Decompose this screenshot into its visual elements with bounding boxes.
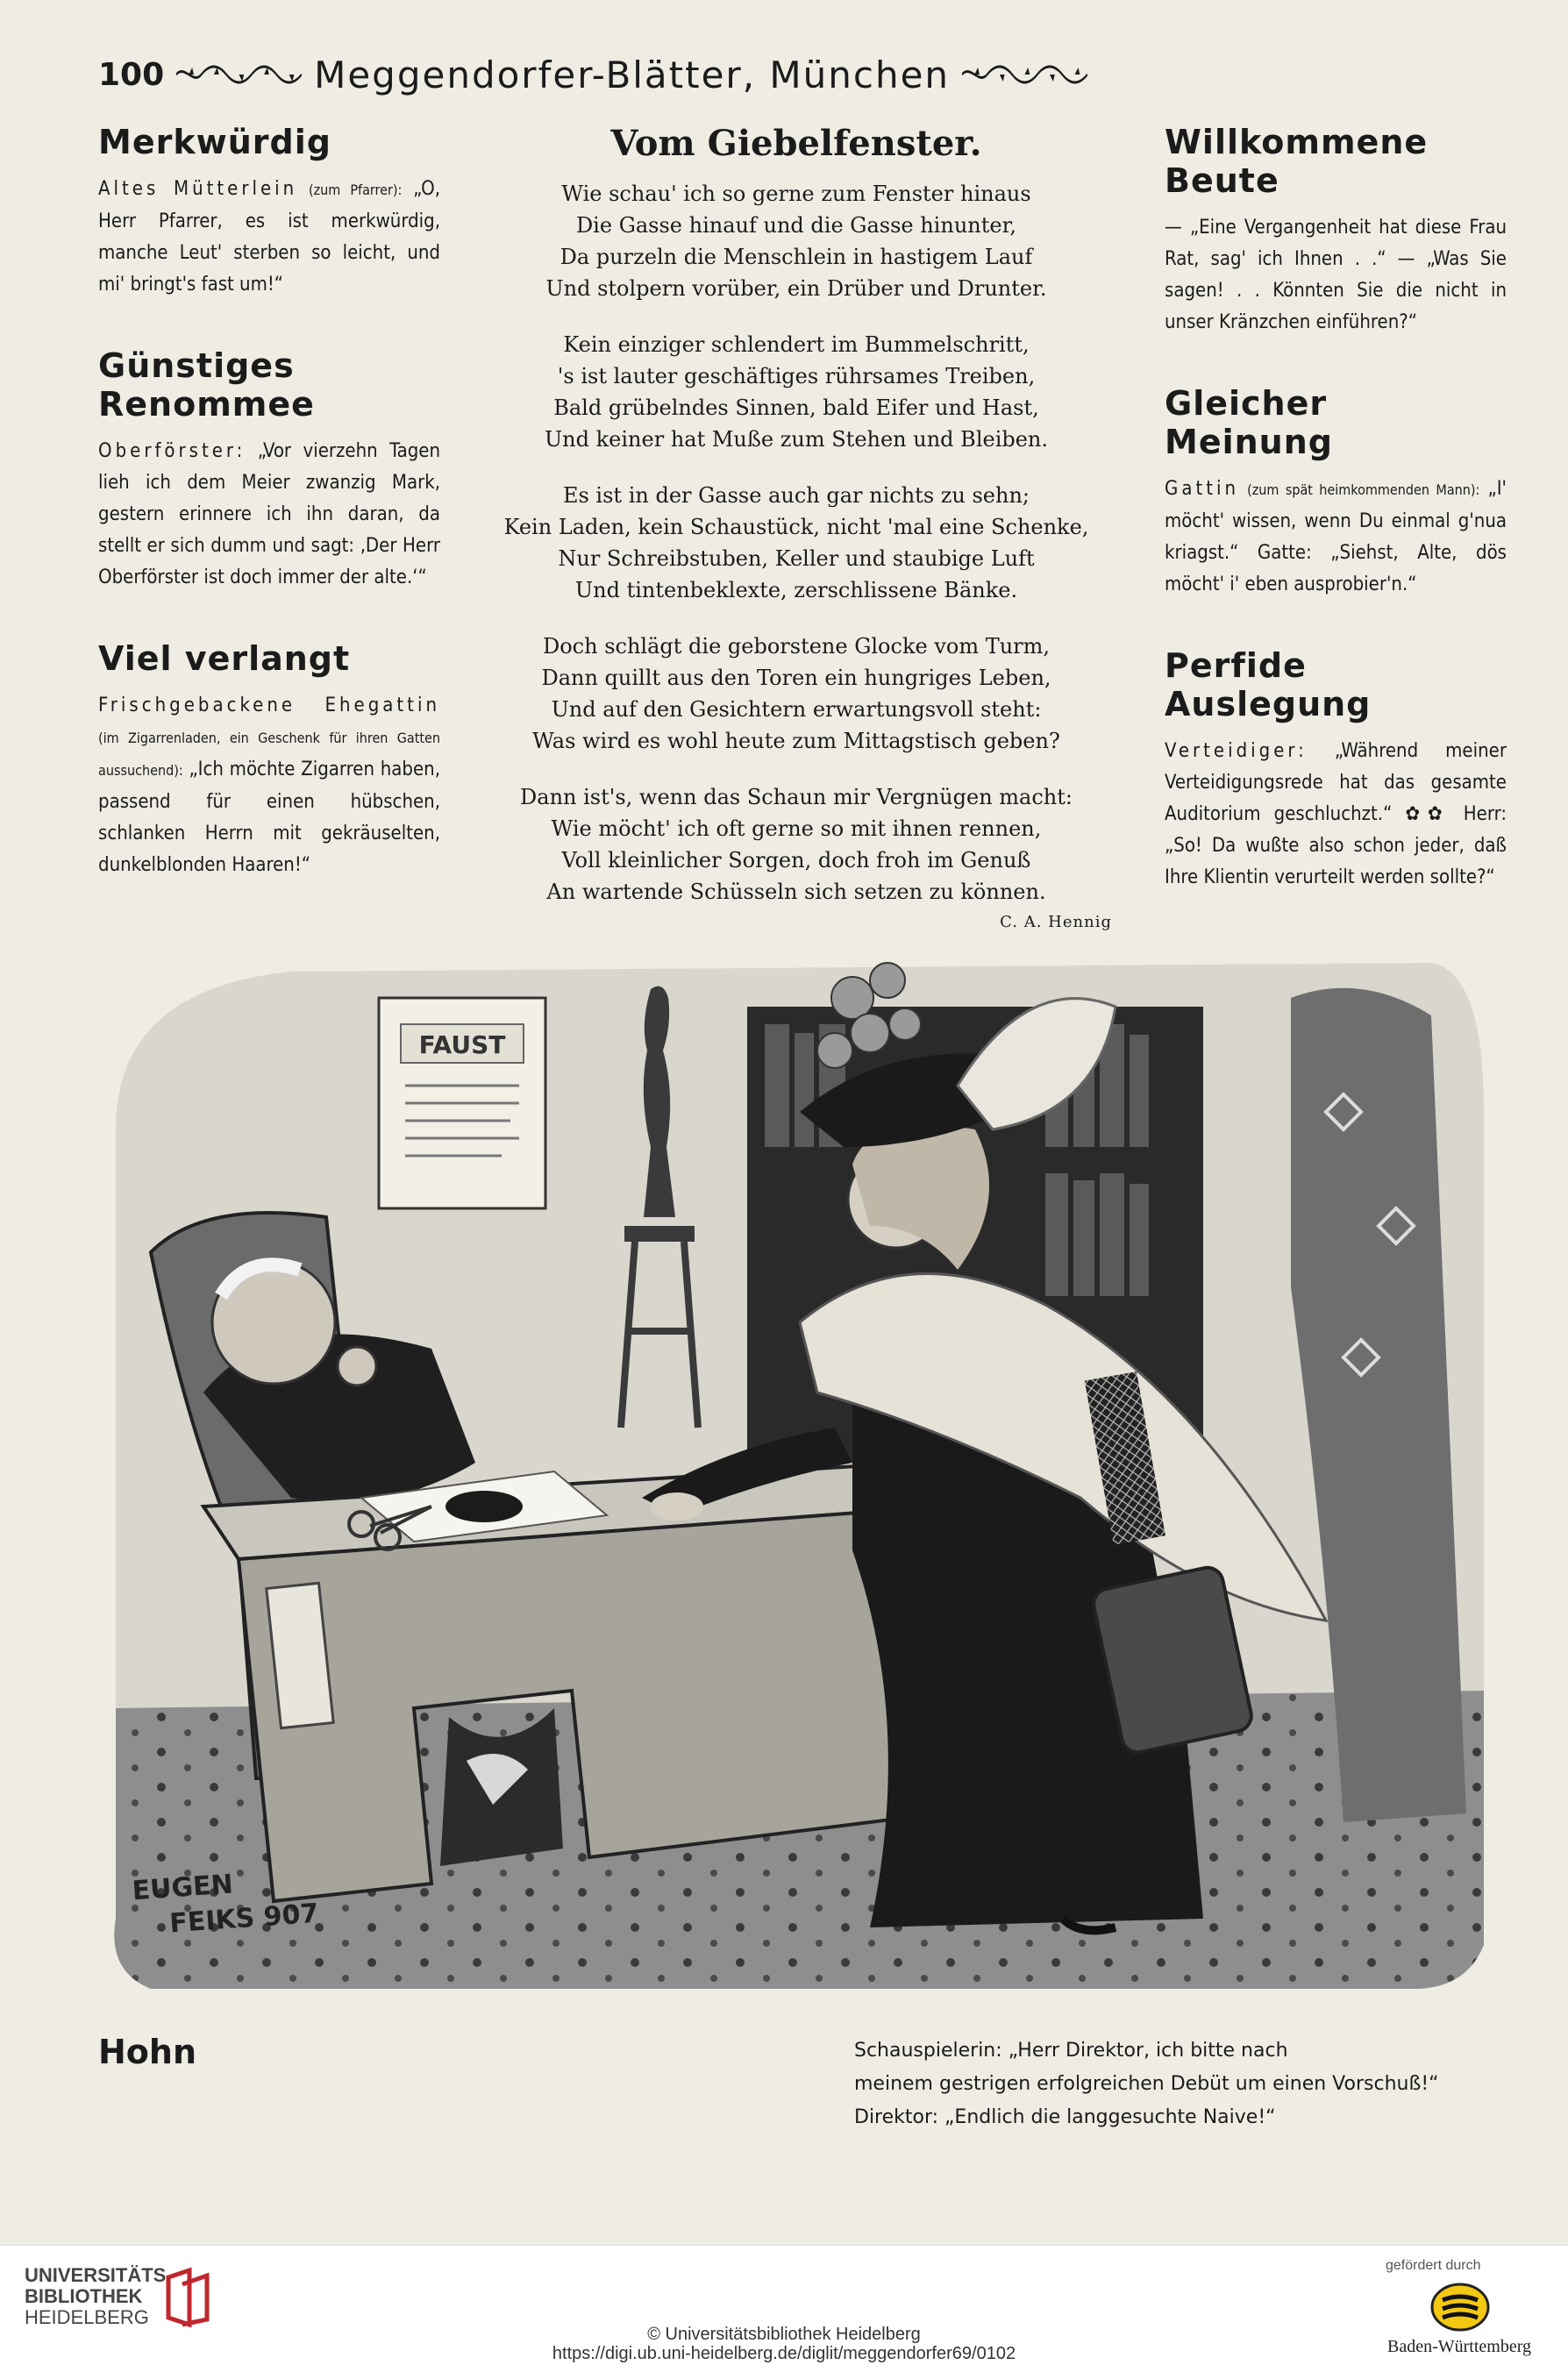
stage-direction: (zum spät heimkommenden Mann): bbox=[1247, 481, 1480, 498]
poem-stanza bbox=[481, 781, 1112, 908]
speaker: Oberförster: bbox=[98, 440, 246, 462]
poem-line: Nur Schreibstuben, Keller und staubige Luft bbox=[558, 546, 1035, 571]
speaker: Gattin bbox=[1165, 478, 1240, 500]
poem-line: Da purzeln die Menschlein in hastigem Lauf bbox=[559, 245, 1033, 269]
logo-line: UNIVERSITÄTS- bbox=[25, 2264, 173, 2286]
poem-line: Voll kleinlicher Sorgen, doch froh im Genuß bbox=[561, 848, 1031, 873]
speaker: Verteidiger: bbox=[1165, 740, 1308, 762]
story-perfide-auslegung bbox=[1165, 646, 1507, 894]
story-merkwuerdig bbox=[98, 123, 440, 301]
sponsor-label: gefördert durch bbox=[1386, 2258, 1481, 2273]
poem-line: Und auf den Gesichtern erwartungsvoll steht: bbox=[551, 697, 1042, 722]
stage-direction: (im Zigarrenladen, ein Geschenk für ihren Gatten aussuchend): bbox=[98, 730, 440, 779]
logo-line: BIBLIOTHEK bbox=[25, 2285, 143, 2307]
poem-line: Dann quillt aus den Toren ein hungriges Leben, bbox=[541, 666, 1051, 690]
poem-stanza bbox=[481, 178, 1112, 304]
logo-line: HEIDELBERG bbox=[25, 2306, 149, 2328]
poem-line: Und keiner hat Muße zum Stehen und Bleiben. bbox=[544, 427, 1049, 452]
story-text bbox=[1165, 474, 1507, 601]
poem-column bbox=[481, 123, 1112, 931]
speaker: Frischgebackene Ehegattin bbox=[98, 695, 440, 716]
vine-ornament-right bbox=[962, 62, 1087, 87]
story-text bbox=[1165, 736, 1507, 894]
poem-line: Bald grübelndes Sinnen, bald Eifer und Hast, bbox=[553, 395, 1039, 420]
poem-line: Kein Laden, kein Schaustück, nicht 'mal eine Schenke, bbox=[503, 515, 1089, 539]
library-logo-text[interactable] bbox=[25, 2265, 173, 2328]
poem-line: Die Gasse hinauf und die Gasse hinunter, bbox=[575, 213, 1017, 238]
story-guenstiges-renommee bbox=[98, 346, 440, 594]
faust-poster bbox=[379, 998, 545, 1208]
caption-line: Schauspielerin: „Herr Direktor, ich bitte nach bbox=[854, 2040, 1288, 2062]
page-header bbox=[98, 53, 1087, 96]
story-title: Merkwürdig bbox=[98, 123, 331, 161]
poem-stanza bbox=[481, 630, 1112, 757]
story-text bbox=[98, 690, 440, 881]
caption-line: Direktor: „Endlich die langgesuchte Naive!“ bbox=[854, 2106, 1276, 2128]
artist-signature-block bbox=[131, 1862, 319, 1944]
poem-line: Wie schau' ich so gerne zum Fenster hinaus bbox=[561, 182, 1031, 206]
poem-line: An wartende Schüsseln sich setzen zu können. bbox=[546, 880, 1046, 904]
story-title: Gleicher Meinung bbox=[1165, 384, 1333, 461]
dialogue: „I' möcht' wissen, wenn Du einmal g'nua kriagst.“ Gatte: „Siehst, Alte, dös möcht' i' eben ausprobier'n.“ bbox=[1165, 478, 1507, 595]
story-willkommene-beute bbox=[1165, 123, 1507, 338]
cartoon-illustration bbox=[98, 937, 1484, 1998]
poem-line: Doch schlägt die geborstene Glocke vom Turm, bbox=[542, 634, 1051, 659]
story-title: Willkommene Beute bbox=[1165, 123, 1429, 200]
library-logo-icon bbox=[163, 2267, 212, 2328]
dialogue: „Vor vierzehn Tagen lieh ich dem Meier zwanzig Mark, gestern erinnere ich ihn daran, da stellt er sich dumm und sagt: ‚Der Herr Oberförster ist doch immer der alte.‘“ bbox=[98, 440, 440, 588]
dialogue: „O, Herr Pfarrer, es ist merkwürdig, manche Leut' sterben so leicht, und mi' bringt's fast um!“ bbox=[98, 178, 440, 296]
left-column bbox=[98, 123, 440, 927]
story-text bbox=[1165, 212, 1507, 338]
dialogue: — „Eine Vergangenheit hat diese Frau Rat, sag' ich Ihnen . .“ — „Was Sie sagen! . . Könnten Sie die nicht in unser Kränzchen einführen?“ bbox=[1165, 217, 1507, 333]
library-footer bbox=[0, 2245, 1568, 2365]
stage-direction: (zum Pfarrer): bbox=[308, 182, 403, 198]
poem-stanza bbox=[481, 480, 1112, 606]
story-title: Viel verlangt bbox=[98, 639, 351, 678]
cartoon-caption bbox=[854, 2034, 1498, 2134]
dialogue: „Ich möchte Zigarren haben, passend für einen hübschen, schlanken Herrn mit gekräuselten, dunkelblonden Haaren!“ bbox=[98, 759, 440, 876]
copyright-text: © Universitätsbibliothek Heidelberg bbox=[647, 2325, 921, 2344]
poem-line: Wie möcht' ich oft gerne so mit ihnen rennen, bbox=[551, 816, 1042, 841]
poem-line: Es ist in der Gasse auch gar nichts zu sehn; bbox=[562, 483, 1030, 508]
poem-line: Dann ist's, wenn das Schaun mir Vergnügen macht: bbox=[520, 785, 1073, 809]
poem-stanza bbox=[481, 329, 1112, 455]
coat-of-arms-icon bbox=[1429, 2281, 1491, 2333]
story-text bbox=[98, 174, 440, 301]
sponsor-name: Baden-Württemberg bbox=[1387, 2337, 1532, 2356]
story-viel-verlangt bbox=[98, 639, 440, 881]
inkwell bbox=[445, 1491, 523, 1522]
dialogue: „Während meiner Verteidigungsrede hat das gesamte Auditorium geschluchzt.“ ✿✿ Herr: „So! Da wußte also schon jeder, daß Ihre Klientin verurteilt werden sollte?“ bbox=[1165, 740, 1507, 888]
page-number: 100 bbox=[98, 56, 165, 93]
poem-title: Vom Giebelfenster. bbox=[610, 123, 982, 164]
cartoon-caption-title: Hohn bbox=[98, 2033, 197, 2071]
poem-line: Was wird es wohl heute zum Mittagstisch geben? bbox=[532, 729, 1060, 753]
signature-surname: FEIKS 907 bbox=[168, 1898, 320, 1940]
story-text bbox=[98, 436, 440, 594]
vine-ornament-left bbox=[176, 62, 302, 87]
poem-line: Und tintenbeklexte, zerschlissene Bänke. bbox=[574, 578, 1018, 602]
poem-line: 's ist lauter geschäftiges rührsames Treiben, bbox=[557, 364, 1036, 388]
poem-line: Kein einziger schlendert im Bummelschritt, bbox=[563, 332, 1030, 357]
speaker: Altes Mütterlein bbox=[98, 178, 298, 200]
poem-line: Und stolpern vorüber, ein Drüber und Drunter. bbox=[545, 276, 1047, 301]
right-column bbox=[1165, 123, 1507, 939]
caption-line: meinem gestrigen erfolgreichen Debüt um einen Vorschuß!“ bbox=[854, 2073, 1439, 2095]
permalink-link[interactable]: https://digi.ub.uni-heidelberg.de/diglit/meggendorfer69/0102 bbox=[552, 2344, 1016, 2363]
poem-author: C. A. Hennig bbox=[1000, 913, 1112, 931]
masthead: Meggendorfer-Blätter, München bbox=[314, 53, 951, 96]
story-title: Perfide Auslegung bbox=[1165, 646, 1372, 723]
story-gleicher-meinung bbox=[1165, 384, 1507, 601]
signature-first-name: EUGEN bbox=[131, 1869, 234, 1907]
poster-text: FAUST bbox=[418, 1030, 506, 1059]
story-title: Günstiges Renommee bbox=[98, 346, 315, 424]
